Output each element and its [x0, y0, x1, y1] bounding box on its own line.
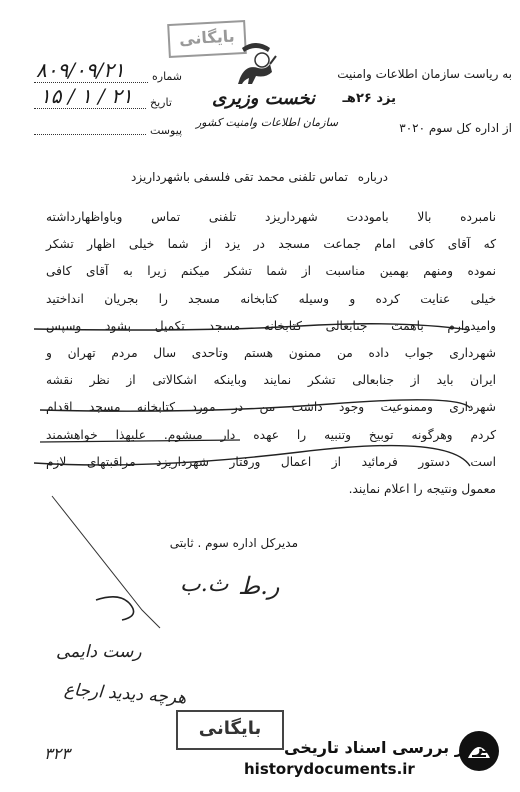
body-line: شهرداری جواب داده من ممنون هستم وتاحدی سال مردم تهران و: [46, 346, 496, 361]
subject-label: درباره: [357, 170, 388, 184]
archive-stamp-bottom: بایگانی: [176, 710, 284, 750]
body-line: معمول ونتیجه را اعلام نمایند.: [348, 482, 496, 497]
body-line: است دستور فرمائید از اعمال ورفتار شهرداریزد مراقبتهای لازم: [46, 454, 496, 469]
handwritten-initials-2: ث.ب: [180, 572, 229, 597]
handwritten-initials-1: ر.ط: [238, 572, 280, 600]
attachment-label: پیوست: [150, 124, 183, 137]
addressee-line-2: از اداره کل سوم ۳۰۲۰: [399, 121, 512, 135]
watermark-url: historydocuments.ir: [244, 760, 415, 778]
body-line: نامبرده بالا باموددت شهرداریزد تلفنی تماس وباواظهارداشته: [46, 210, 496, 224]
subject-text: تماس تلفنی محمد تقی فلسفی باشهرداریزد: [131, 170, 348, 184]
lion-and-sun-emblem-icon: [232, 38, 280, 90]
body-line: ایران باید از جنابعالی تشکر نمایند وباینکه اشکالاتی از نظر نقشه: [46, 373, 496, 388]
attachment-underline: [34, 134, 146, 135]
number-label: شماره: [152, 70, 183, 83]
handwritten-note-number: ۳۲۳: [44, 744, 70, 763]
reference-code: یزد ۲۶هـ: [342, 91, 396, 106]
body-line: شهرداری وممنوعیت وجود داشت من در مورد کتابخانه مسجد اقدام: [46, 400, 496, 415]
number-underline: [34, 82, 148, 83]
date-underline: [34, 108, 146, 109]
letter-body: [46, 204, 496, 503]
body-line: وامیدوارم باهمت جنابعالی کتابخانه مسجد تکمیل بشود وسپس: [46, 318, 496, 333]
number-value: ۸۰۹/۰۹/۲۱: [36, 58, 125, 82]
body-line: که آقای کافی امام جماعت مسجد در یزد از شما خیلی اظهار تشکر: [46, 237, 496, 252]
date-label: تاریخ: [150, 96, 172, 109]
organization-name: سازمان اطلاعات وامنیت کشور: [196, 116, 339, 129]
handwritten-note-permanent: رست دایمی: [56, 642, 142, 662]
addressee-line-1: به ریاست سازمان اطلاعات وامنیت: [337, 67, 512, 81]
signer-line: مدیرکل اداره سوم . ثابتی: [169, 536, 298, 550]
body-line: نموده ومنهم بهمین مناسبت از شما تشکر میکنم زیرا به آقای کافی: [46, 264, 496, 279]
body-line: خیلی عنایت کرده و وسیله کتابخانه مسجد را بجریان انداختید: [46, 291, 496, 306]
handwritten-note-referral: هرچه دیدید ارجاع: [63, 679, 187, 709]
ministry-title: نخست وزیری: [212, 88, 316, 109]
date-value: ۱۵ / ۱ / ۲۱: [40, 84, 133, 108]
subject-line: [131, 170, 388, 184]
body-line: کردم وهرگونه توبیخ وتنبیه را عهده دار میشوم. علیهذا خواهشمند: [46, 427, 496, 442]
archive-stamp-top: بایگانی: [167, 20, 247, 58]
watermark-title: مرکز بررسی اسناد تاریخی: [284, 738, 494, 757]
